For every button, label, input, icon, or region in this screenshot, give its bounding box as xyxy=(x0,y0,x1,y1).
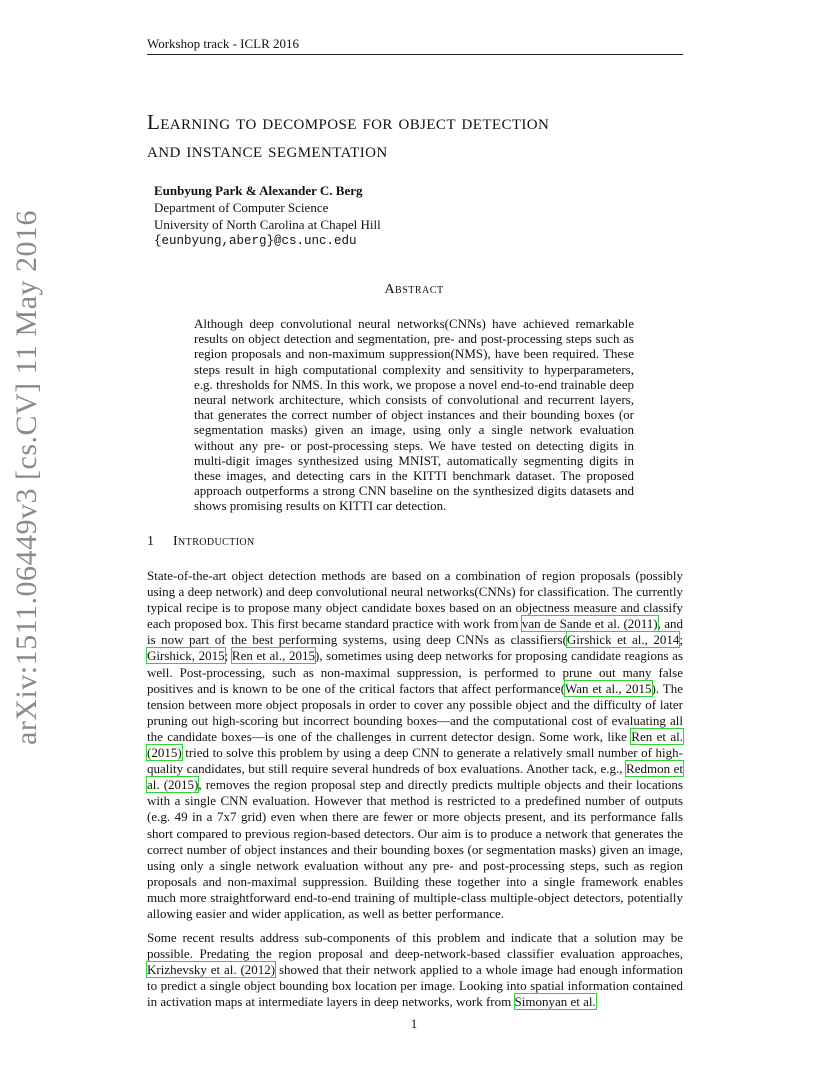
section-number: 1 xyxy=(147,534,155,549)
citation-link[interactable]: Simonyan et al. xyxy=(514,994,596,1010)
text-run: Some recent results address sub-components of this problem and indicate that a solution may be possible. Predating the region proposal and deep-network-based classifier evaluation approaches, xyxy=(147,930,683,962)
text-run: State-of-the-art object detection methods are based on a combination of region proposals (possibly using a deep network) and deep convolutional neural networks(CNNs) for classification. The currently typical recipe is to propose many object candidate boxes based on an objectness measure and classify each proposed box. This first became standard practice with work from xyxy=(147,568,683,632)
running-header: Workshop track - ICLR 2016 xyxy=(147,36,300,51)
header-rule xyxy=(147,54,683,55)
text-run: ; xyxy=(679,632,683,648)
citation-link[interactable]: Ren et al. (2015) xyxy=(147,728,683,761)
author-email[interactable]: {eunbyung,aberg}@cs.unc.edu xyxy=(154,234,357,248)
page-number: 1 xyxy=(410,1016,418,1031)
citation-link[interactable]: Krizhevsky et al. (2012) xyxy=(147,962,276,978)
text-run: showed that their network applied to a whole image had enough information to predict a single object bounding box location per image. Looking into spatial information contained in activation maps at intermediate layers in deep networks, work from xyxy=(147,962,683,1010)
section-heading-introduction xyxy=(147,534,547,550)
citation-link[interactable]: Redmon et al. (2015) xyxy=(147,761,684,793)
paper-title xyxy=(147,108,707,164)
text-run: , and is now part of the best performing systems, using deep CNNs as classifiers( xyxy=(147,616,684,648)
text-run: ). The tension between more object proposals in order to cover any possible object and the difficulty of later pruning out high-scoring but incorrect bounding boxes—and the computational cost of evaluating all the candidate boxes—is one of the challenges in current detector design. Some work, like xyxy=(147,680,684,744)
section-title: Introduction xyxy=(173,534,255,549)
intro-paragraph-1 xyxy=(147,568,683,922)
arxiv-identifier-stamp: arXiv:1511.06449v3 [cs.CV] 11 May 2016 xyxy=(10,209,43,745)
citation-link[interactable]: Ren et al., 2015 xyxy=(231,648,315,664)
title-line-2: and instance segmentation xyxy=(147,138,388,162)
citation-link[interactable]: van de Sande et al. (2011) xyxy=(521,616,658,632)
abstract-heading: Abstract xyxy=(384,282,444,297)
author-block xyxy=(154,182,554,250)
text-run: , removes the region proposal step and directly predicts multiple objects and their locations with a single CNN evaluation. However that method is restricted to a predefined number of outputs (e.g. 49 in a 7x7 grid) even when there are fewer or more objects present, and its performance falls short compared to previous region-based detectors. Our aim is to produce a network that generates the correct number of object instances and their bounding boxes (or segmentation masks) given an image, using only a single network evaluation without any pre- and post-processing steps, such as region proposals and non-maximal suppression. Building these together into a single framework enables much more straightforward end-to-end training of multiple-class multiple-object detectors, potentially allowing easier and wider application, as well as better performance. xyxy=(147,777,683,921)
text-run: ), sometimes using deep networks for proposing candidate reagions as well. Post-processing, such as non-maximal suppression, is performed to prune out many false positives and is known to be one of the critical factors that affect performance( xyxy=(147,648,683,696)
author-department: Department of Computer Science xyxy=(154,200,329,215)
abstract-text: Although deep convolutional neural networks(CNNs) have achieved remarkable results on object detection and segmentation, pre- and post-processing steps such as region proposals and non-maximum suppression(NMS), have been required. These steps result in high computational complexity and sensitivity to hyperparameters, e.g. thresholds for NMS. In this work, we propose a novel end-to-end trainable deep neural network architecture, which consists of convolutional and recurrent layers, that generates the correct number of object instances and their bounding boxes (or segmentation masks) given an image, using only a single network evaluation without any pre- or post-processing steps. We have tested on detecting digits in multi-digit images synthesized using MNIST, automatically segmenting digits in these images, and detecting cars in the KITTI benchmark dataset. The proposed approach outperforms a strong CNN baseline on the synthesized digits datasets and shows promising results on KITTI car detection. xyxy=(194,316,634,514)
introduction-body xyxy=(147,568,683,1019)
citation-link[interactable]: Girshick, 2015 xyxy=(147,648,225,664)
title-line-1: Learning to decompose for object detection xyxy=(147,110,550,134)
citation-link[interactable]: Girshick et al., 2014 xyxy=(566,632,680,648)
text-run: ; xyxy=(224,648,232,664)
author-names: Eunbyung Park & Alexander C. Berg xyxy=(154,183,363,198)
citation-link[interactable]: Wan et al., 2015 xyxy=(565,680,652,696)
intro-paragraph-2 xyxy=(147,930,683,1010)
author-university: University of North Carolina at Chapel Hill xyxy=(154,217,381,232)
text-run: tried to solve this problem by using a deep CNN to generate a relatively small number of high-quality candidates, but still require several hundreds of box evaluations. Another tack, e.g., xyxy=(147,745,683,777)
